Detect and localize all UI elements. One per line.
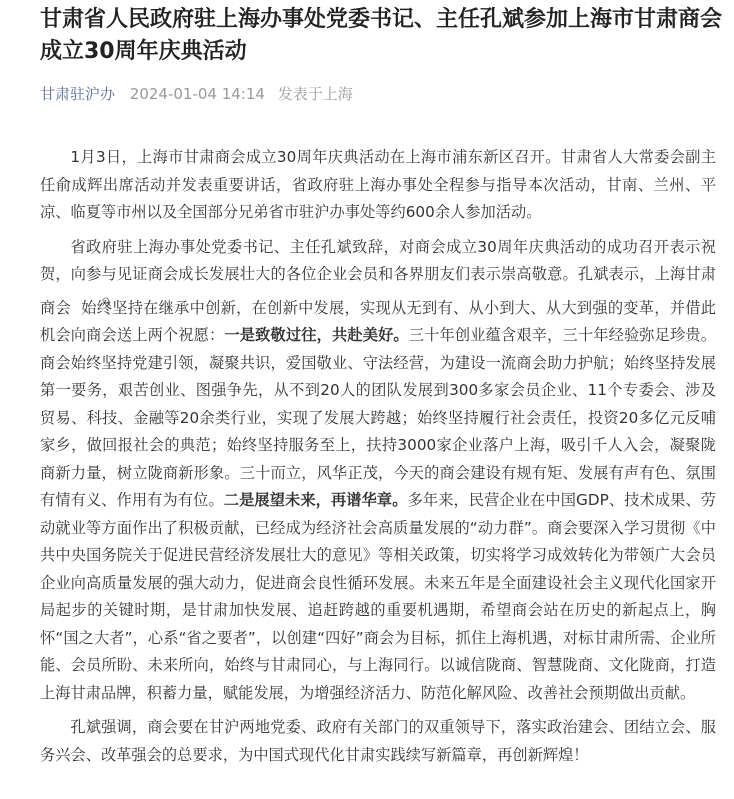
- paragraph-2-text-b: 始终坚持在继承中创新，在创新中发展，实现从无到有、从小到大、从大到强的变革，并借此机会向商会送上两个祝愿：: [40, 298, 716, 345]
- publish-location: 发表于上海: [277, 85, 353, 103]
- paragraph-3: 孔斌强调，商会要在甘沪两地党委、政府有关部门的双重领导下，落实政治建会、团结立会、服务兴会、改革强会的总要求，为中国式现代化甘肃实践续写新篇章，再创新辉煌！: [40, 718, 716, 764]
- highlight-point-2: 二是展望未来，再谱华章。: [223, 491, 408, 510]
- article-meta: [40, 82, 353, 106]
- paragraph-2: [40, 234, 716, 708]
- publish-date: 2024-01-04 14:14: [129, 85, 265, 103]
- paragraph-2-text-a: 省政府驻上海办事处党委书记、主任孔斌致辞，对商会成立30周年庆典活动的成功召开表示祝贺，向参与见证商会成长发展壮大的各位企业会员和各界朋友们表示崇高敬意。孔斌表示，上海甘肃商会: [40, 237, 716, 317]
- search-icon[interactable]: [72, 289, 81, 299]
- highlight-point-1: 一是致敬过往，共赴美好。: [224, 326, 409, 345]
- paragraph-2-text-d: 多年来，民营企业在中国GDP、技术成果、劳动就业等方面作出了积极贡献，已经成为经济社会高质量发展的“动力群”。商会要深入学习贯彻《中共中央国务院关于促进民营经济发展壮大的意见》等相关政策，切实将学习成效转化为带领广大会员企业向高质量发展的强大动力，促进商会良性循环发展。未来五年是全面建设社会主义现代化国家开局起步的关键时期，是甘肃加快发展、追赶跨越的重要机遇期，希望商会站在历史的新起点上，胸怀“国之大者”，心系“省之要者”，以创建“四好”商会为目标，抓住上海机遇，对标甘肃所需、企业所能、会员所盼、未来所向，始终与甘肃同心，与上海同行。以诚信陇商、智慧陇商、文化陇商，打造上海甘肃品牌，积蓄力量，赋能发展，为增强经济活力、防范化解风险、改善社会预期做出贡献。: [40, 491, 716, 702]
- paragraph-1: 1月3日，上海市甘肃商会成立30周年庆典活动在上海市浦东新区召开。甘肃省人大常委会副主任俞成辉出席活动并发表重要讲话，省政府驻上海办事处全程参与指导本次活动，甘南、兰州、平凉、临夏等市州以及全国部分兄弟省市驻沪办事处等约600余人参加活动。: [40, 148, 716, 221]
- article-body: [40, 144, 716, 776]
- account-name-link[interactable]: 甘肃驻沪办: [40, 85, 116, 103]
- article-title: 甘肃省人民政府驻上海办事处党委书记、主任孔斌参加上海市甘肃商会成立30周年庆典活动: [40, 7, 723, 64]
- paragraph-2-text-c: 三十年创业蕴含艰辛，三十年经验弥足珍贵。商会始终坚持党建引领，凝聚共识，爱国敬业、守法经营，为建设一流商会助力护航；始终坚持发展第一要务，艰苦创业、图强争先，从不到20人的团队发展到300多家会员企业、11个专委会、涉及贸易、科技、金融等20余类行业，实现了发展大跨越；始终坚持履行社会责任，投资20多亿元反哺家乡，做回报社会的典范；始终坚持服务至上，扶持3000家企业落户上海，吸引千人入会，凝聚陇商新力量，树立陇商新形象。三十而立，风华正茂，今天的商会建设有规有矩、发展有声有色、氛围有情有义、作用有为有位。: [40, 326, 717, 510]
